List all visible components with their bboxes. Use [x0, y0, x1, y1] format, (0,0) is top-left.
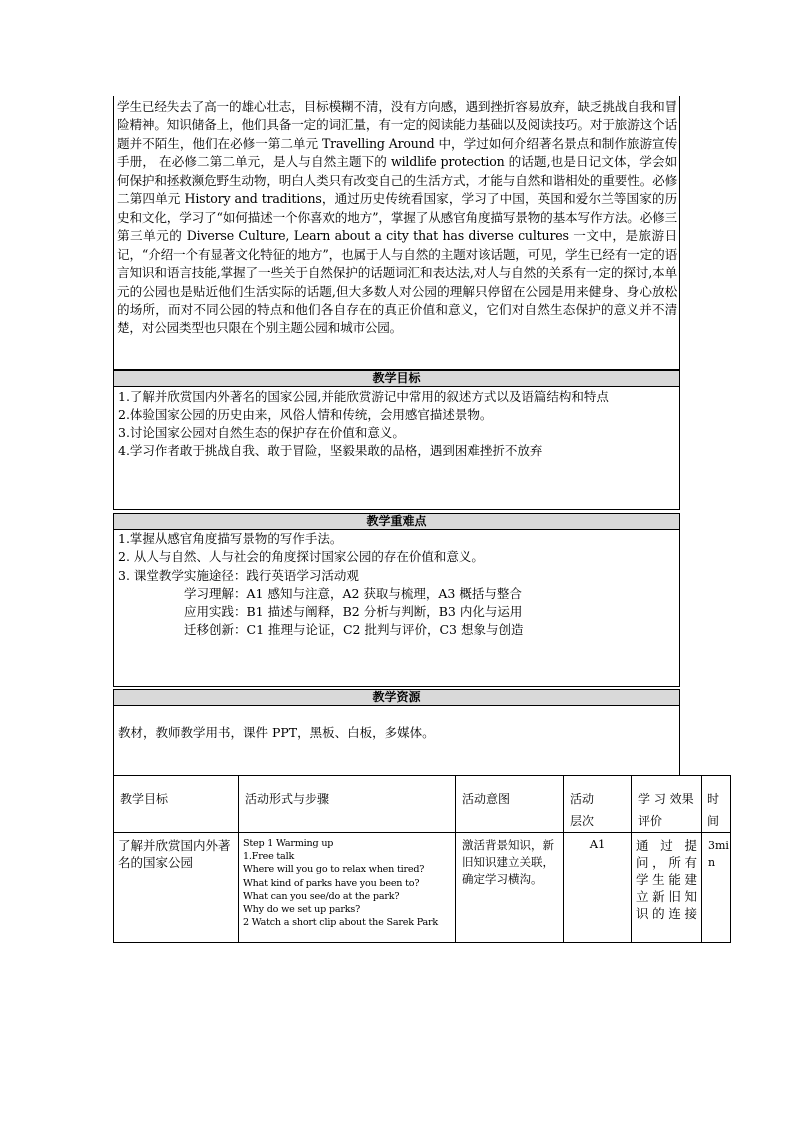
row-time: 3min — [702, 833, 731, 943]
key-point-sub-item: 应用实践：B1 描述与阐释，B2 分析与判断，B3 内化与运用 — [184, 604, 523, 619]
row-intent: 激活背景知识，新旧知识建立关联，确定学习横沟。 — [456, 833, 564, 943]
activity-line: What kind of parks have you been to? — [243, 877, 420, 889]
activity-line: Why do we set up parks? — [243, 904, 361, 916]
table-row — [114, 833, 731, 943]
header-level: 活动 层次 — [564, 776, 632, 833]
resources-header — [113, 689, 680, 706]
activity-line: 1.Free talk — [243, 851, 295, 863]
key-point-item: 3. 课堂教学实施途径：践行英语学习活动观 — [118, 568, 359, 583]
activity-line: Step 1 Warming up — [243, 838, 334, 849]
key-points-header — [113, 513, 680, 530]
activity-line: Where will you go to relax when tired? — [243, 864, 425, 876]
table-header-row — [114, 776, 731, 833]
resources-text: 教材，教师教学用书，课件 PPT，黑板、白板，多媒体。 — [118, 725, 435, 740]
header-goal: 教学目标 — [114, 776, 239, 833]
objective-item: 1.了解并欣赏国内外著名的国家公园,并能欣赏游记中常用的叙述方式以及语篇结构和特点 — [118, 389, 609, 404]
key-point-sub-item: 迁移创新：C1 推理与论证，C2 批判与评价，C3 想象与创造 — [184, 622, 524, 637]
header-time: 时 间 — [702, 776, 731, 833]
row-level: A1 — [564, 833, 632, 943]
objectives-header — [113, 370, 680, 387]
row-activity — [239, 833, 456, 943]
resources-cell — [113, 706, 680, 775]
objectives-title: 教学目标 — [372, 371, 421, 385]
objective-item: 3.讨论国家公园对自然生态的保护存在价值和意义。 — [118, 425, 405, 440]
lesson-plan-table — [113, 775, 731, 943]
header-intent: 活动意图 — [456, 776, 564, 833]
row-goal: 了解并欣赏国内外著名的国家公园 — [114, 833, 239, 943]
key-point-item: 1.掌握从感官角度描写景物的写作手法。 — [118, 531, 343, 546]
key-points-title: 教学重难点 — [366, 514, 427, 528]
objectives-cell — [113, 387, 680, 510]
objective-item: 4.学习作者敢于挑战自我、敢于冒险，坚毅果敢的品格，遇到困难挫折不放弃 — [118, 443, 543, 458]
activity-line: 2 Watch a short clip about the Sarek Park — [243, 917, 439, 929]
header-eval: 学 习 效果评价 — [632, 776, 702, 833]
activity-line: What can you see/do at the park? — [243, 890, 400, 902]
key-point-item: 2. 从人与自然、人与社会的角度探讨国家公园的存在价值和意义。 — [118, 549, 484, 564]
row-eval: 通过提问，所有学生能建立新旧知识的连接 — [632, 833, 702, 943]
resources-title: 教学资源 — [372, 690, 421, 704]
header-activity: 活动形式与步骤 — [239, 776, 456, 833]
key-points-cell — [113, 530, 680, 687]
objective-item: 2.体验国家公园的历史由来，风俗人情和传统，会用感官描述景物。 — [118, 407, 493, 422]
student-analysis-text: 学生已经失去了高一的雄心壮志，目标模糊不清，没有方向感，遇到挫折容易放弃，缺乏挑战自我和冒险精神。知识储备上，他们具备一定的词汇量，有一定的阅读能力基础以及阅读技巧。对于旅游这个话题并不陌生，他们在必修一第二单元 Travelling Around 中，学过如何介绍著名景点和制作旅游宣传手册， 在必修二第二单元，是人与自然主题下的 wildlife protection 的话题,也是日记文体，学会如何保护和拯救濒危野生动物，明白人类只有改变自己的生活方式，才能与自然和谐相处的重要性。必修二第四单元 History and traditions，通过历史传统看国家，学习了中国，英国和爱尔兰等国家的历史和文化，学习了“如何描述一个你喜欢的地方”，掌握了从感官角度描写景物的基本写作方法。必修三第三单元的 Diverse Culture, Learn about a city that has diverse cultures 一文中，是旅游日记，“介绍一个有显著文化特征的地方”，也属于人与自然的主题对该话题，可见，学生已经有一定的语言知识和语言技能,掌握了一些关于自然保护的话题词汇和表达法,对人与自然的关系有一定的探讨,本单元的公园也是贴近他们生活实际的话题,但大多数人对公园的理解只停留在公园是用来健身、身心放松的场所，而对不同公园的特点和他们各自存在的真正价值和意义，它们对自然生态保护的意义并不清楚，对公园类型也只限在个别主题公园和城市公园。 — [117, 99, 677, 336]
student-analysis-cell — [113, 96, 680, 370]
key-point-sub-item: 学习理解：A1 感知与注意，A2 获取与梳理，A3 概括与整合 — [184, 586, 522, 601]
